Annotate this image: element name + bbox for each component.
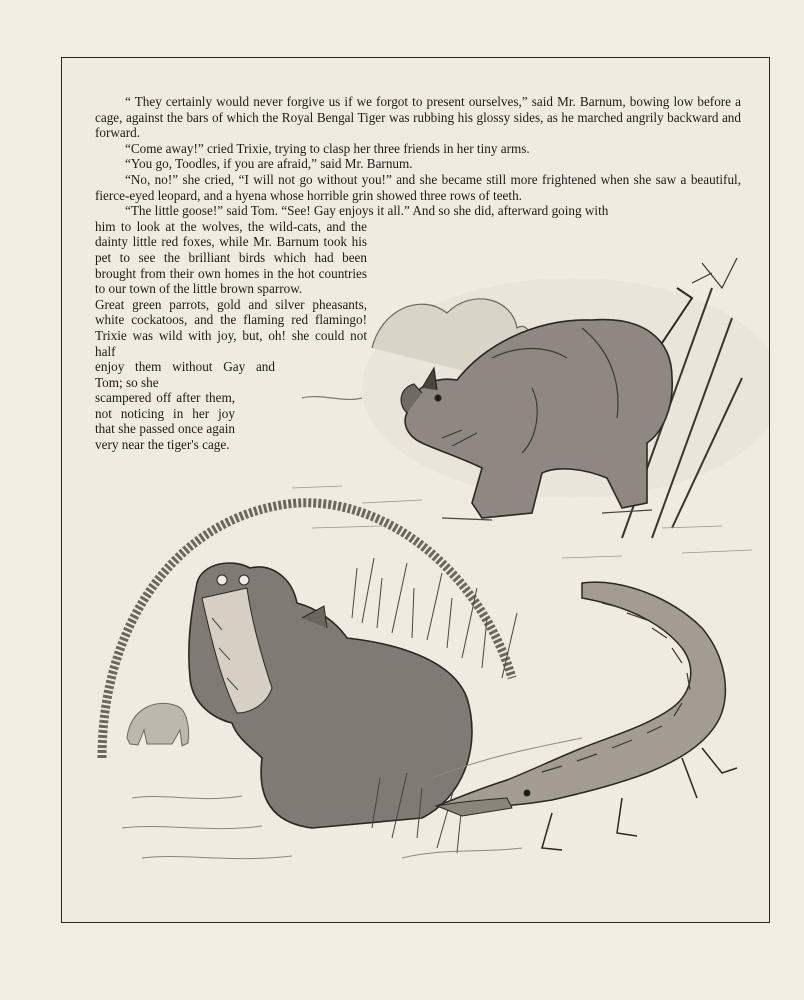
- page-text: [95, 94, 741, 453]
- paragraph-5-continued: him to look at the wolves, the wild-cats, and the dainty little red foxes, while Mr. Barnum took his pet to see the brilliant birds which had been brought from their own homes in the hot countries to our town of the little brown sparrow.: [95, 218, 367, 297]
- paragraph-6-line-narrower: scampered off after them, not noticing in her joy that she passed once again very near the tiger's cage.: [95, 390, 235, 453]
- illustrated-page: [61, 57, 770, 923]
- wrapped-text-column: [95, 219, 367, 453]
- paragraph-6: Great green parrots, gold and silver pheasants, white cockatoos, and the flaming red flamingo! Trixie was wild with joy, but, oh! she could not half: [95, 296, 367, 359]
- paragraph-1: “ They certainly would never forgive us if we forgot to present ourselves,” said Mr. Barnum, bowing low before a cage, against the bars of which the Royal Bengal Tiger was rubbing his glossy sides, as he marched angrily backward and forward.: [95, 94, 741, 141]
- paragraph-2: “Come away!” cried Trixie, trying to clasp her three friends in her tiny arms.: [125, 140, 530, 156]
- paragraph-4: “No, no!” she cried, “I will not go without you!” and she became still more frightened when she saw a beautiful, fierce-eyed leopard, and a hyena whose horrible grin showed three rows of teeth.: [95, 171, 741, 203]
- paragraph-6-line-narrow: enjoy them without Gay and Tom; so she: [95, 359, 275, 390]
- paragraph-3: “You go, Toodles, if you are afraid,” said Mr. Barnum.: [125, 156, 413, 172]
- paragraph-5: “The little goose!” said Tom. “See! Gay enjoys it all.” And so she did, afterward going with: [125, 203, 609, 219]
